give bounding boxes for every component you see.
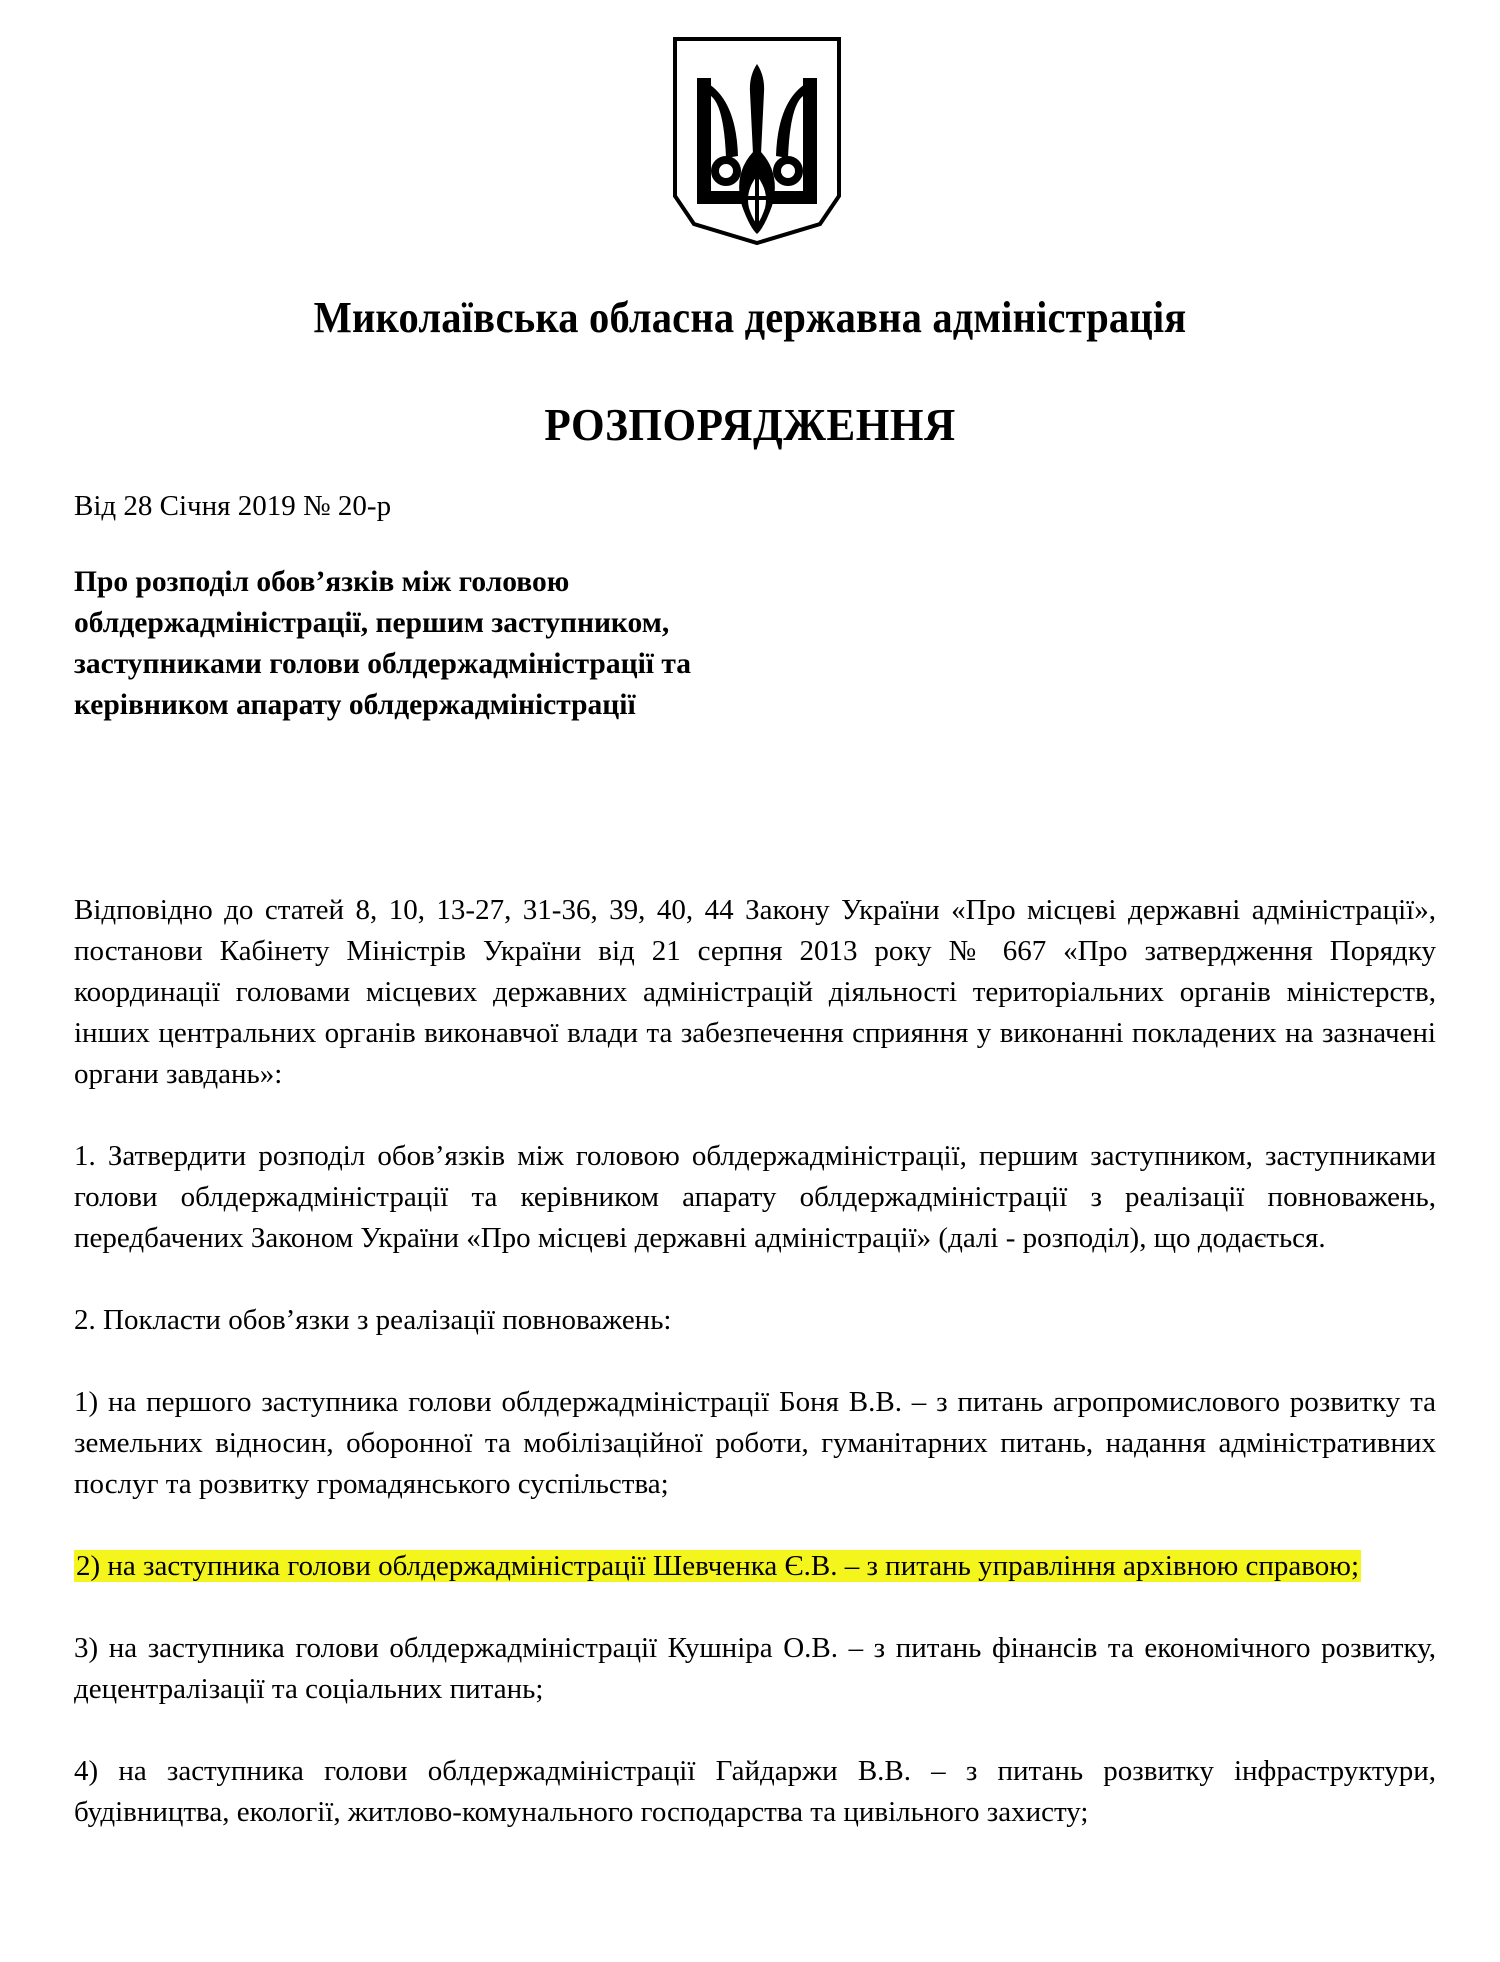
document-body — [74, 890, 1436, 1874]
document-subject: Про розподіл обов’язків між головою облдержадміністрації, першим заступником, заступниками голови облдержадміністрації та керівником апарату облдержадміністрації — [74, 566, 691, 721]
duty-item-3 — [74, 1628, 1436, 1710]
duty-item-2 — [74, 1546, 1436, 1587]
preamble-paragraph: Відповідно до статей 8, 10, 13-27, 31-36, 39, 40, 44 Закону України «Про місцеві державні адміністрації», постанови Кабінету Міністрів України від 21 серпня 2013 року № 667 «Про затвердження Порядку координації головами місцевих державних адміністрацій діяльності територіальних органів міністерств, інших центральних органів виконавчої влади та забезпечення сприяння у виконанні покладених на зазначені органи завдань»: — [74, 894, 1436, 1090]
ukraine-coat-of-arms-icon — [672, 36, 842, 246]
document-date-number: Від 28 Січня 2019 № 20-р — [74, 490, 392, 522]
duty-item-text: 1) на першого заступника голови облдержадміністрації Боня В.В. – з питань агропромислового розвитку та земельних відносин, оборонної та мобілізаційної роботи, гуманітарних питань, надання адміністративних послуг та розвитку громадянського суспільства; — [74, 1386, 1436, 1500]
duty-item-1 — [74, 1382, 1436, 1505]
highlighted-duty-item-text: 2) на заступника голови облдержадміністрації Шевченка Є.В. – з питань управління архівною справою; — [76, 1550, 1360, 1582]
duty-item-text: 4) на заступника голови облдержадміністрації Гайдаржи В.В. – з питань розвитку інфраструктури, будівництва, екології, житлово-комунального господарства та цивільного захисту; — [74, 1755, 1436, 1828]
clause-1-paragraph: 1. Затвердити розподіл обов’язків між головою облдержадміністрації, першим заступником, заступниками голови облдержадміністрації та керівником апарату облдержадміністрації з реалізації повноважень, передбачених Законом України «Про місцеві державні адміністрації» (далі - розподіл), що додається. — [74, 1140, 1436, 1254]
document-type-heading: РОЗПОРЯДЖЕННЯ — [544, 399, 956, 450]
organization-title: Миколаївська обласна державна адміністрація — [313, 293, 1187, 342]
duty-item-4 — [74, 1751, 1436, 1833]
clause-2-paragraph: 2. Покласти обов’язки з реалізації повноважень: — [74, 1304, 672, 1336]
duty-item-text: 3) на заступника голови облдержадміністрації Кушніра О.В. – з питань фінансів та економічного розвитку, децентралізації та соціальних питань; — [74, 1632, 1436, 1705]
